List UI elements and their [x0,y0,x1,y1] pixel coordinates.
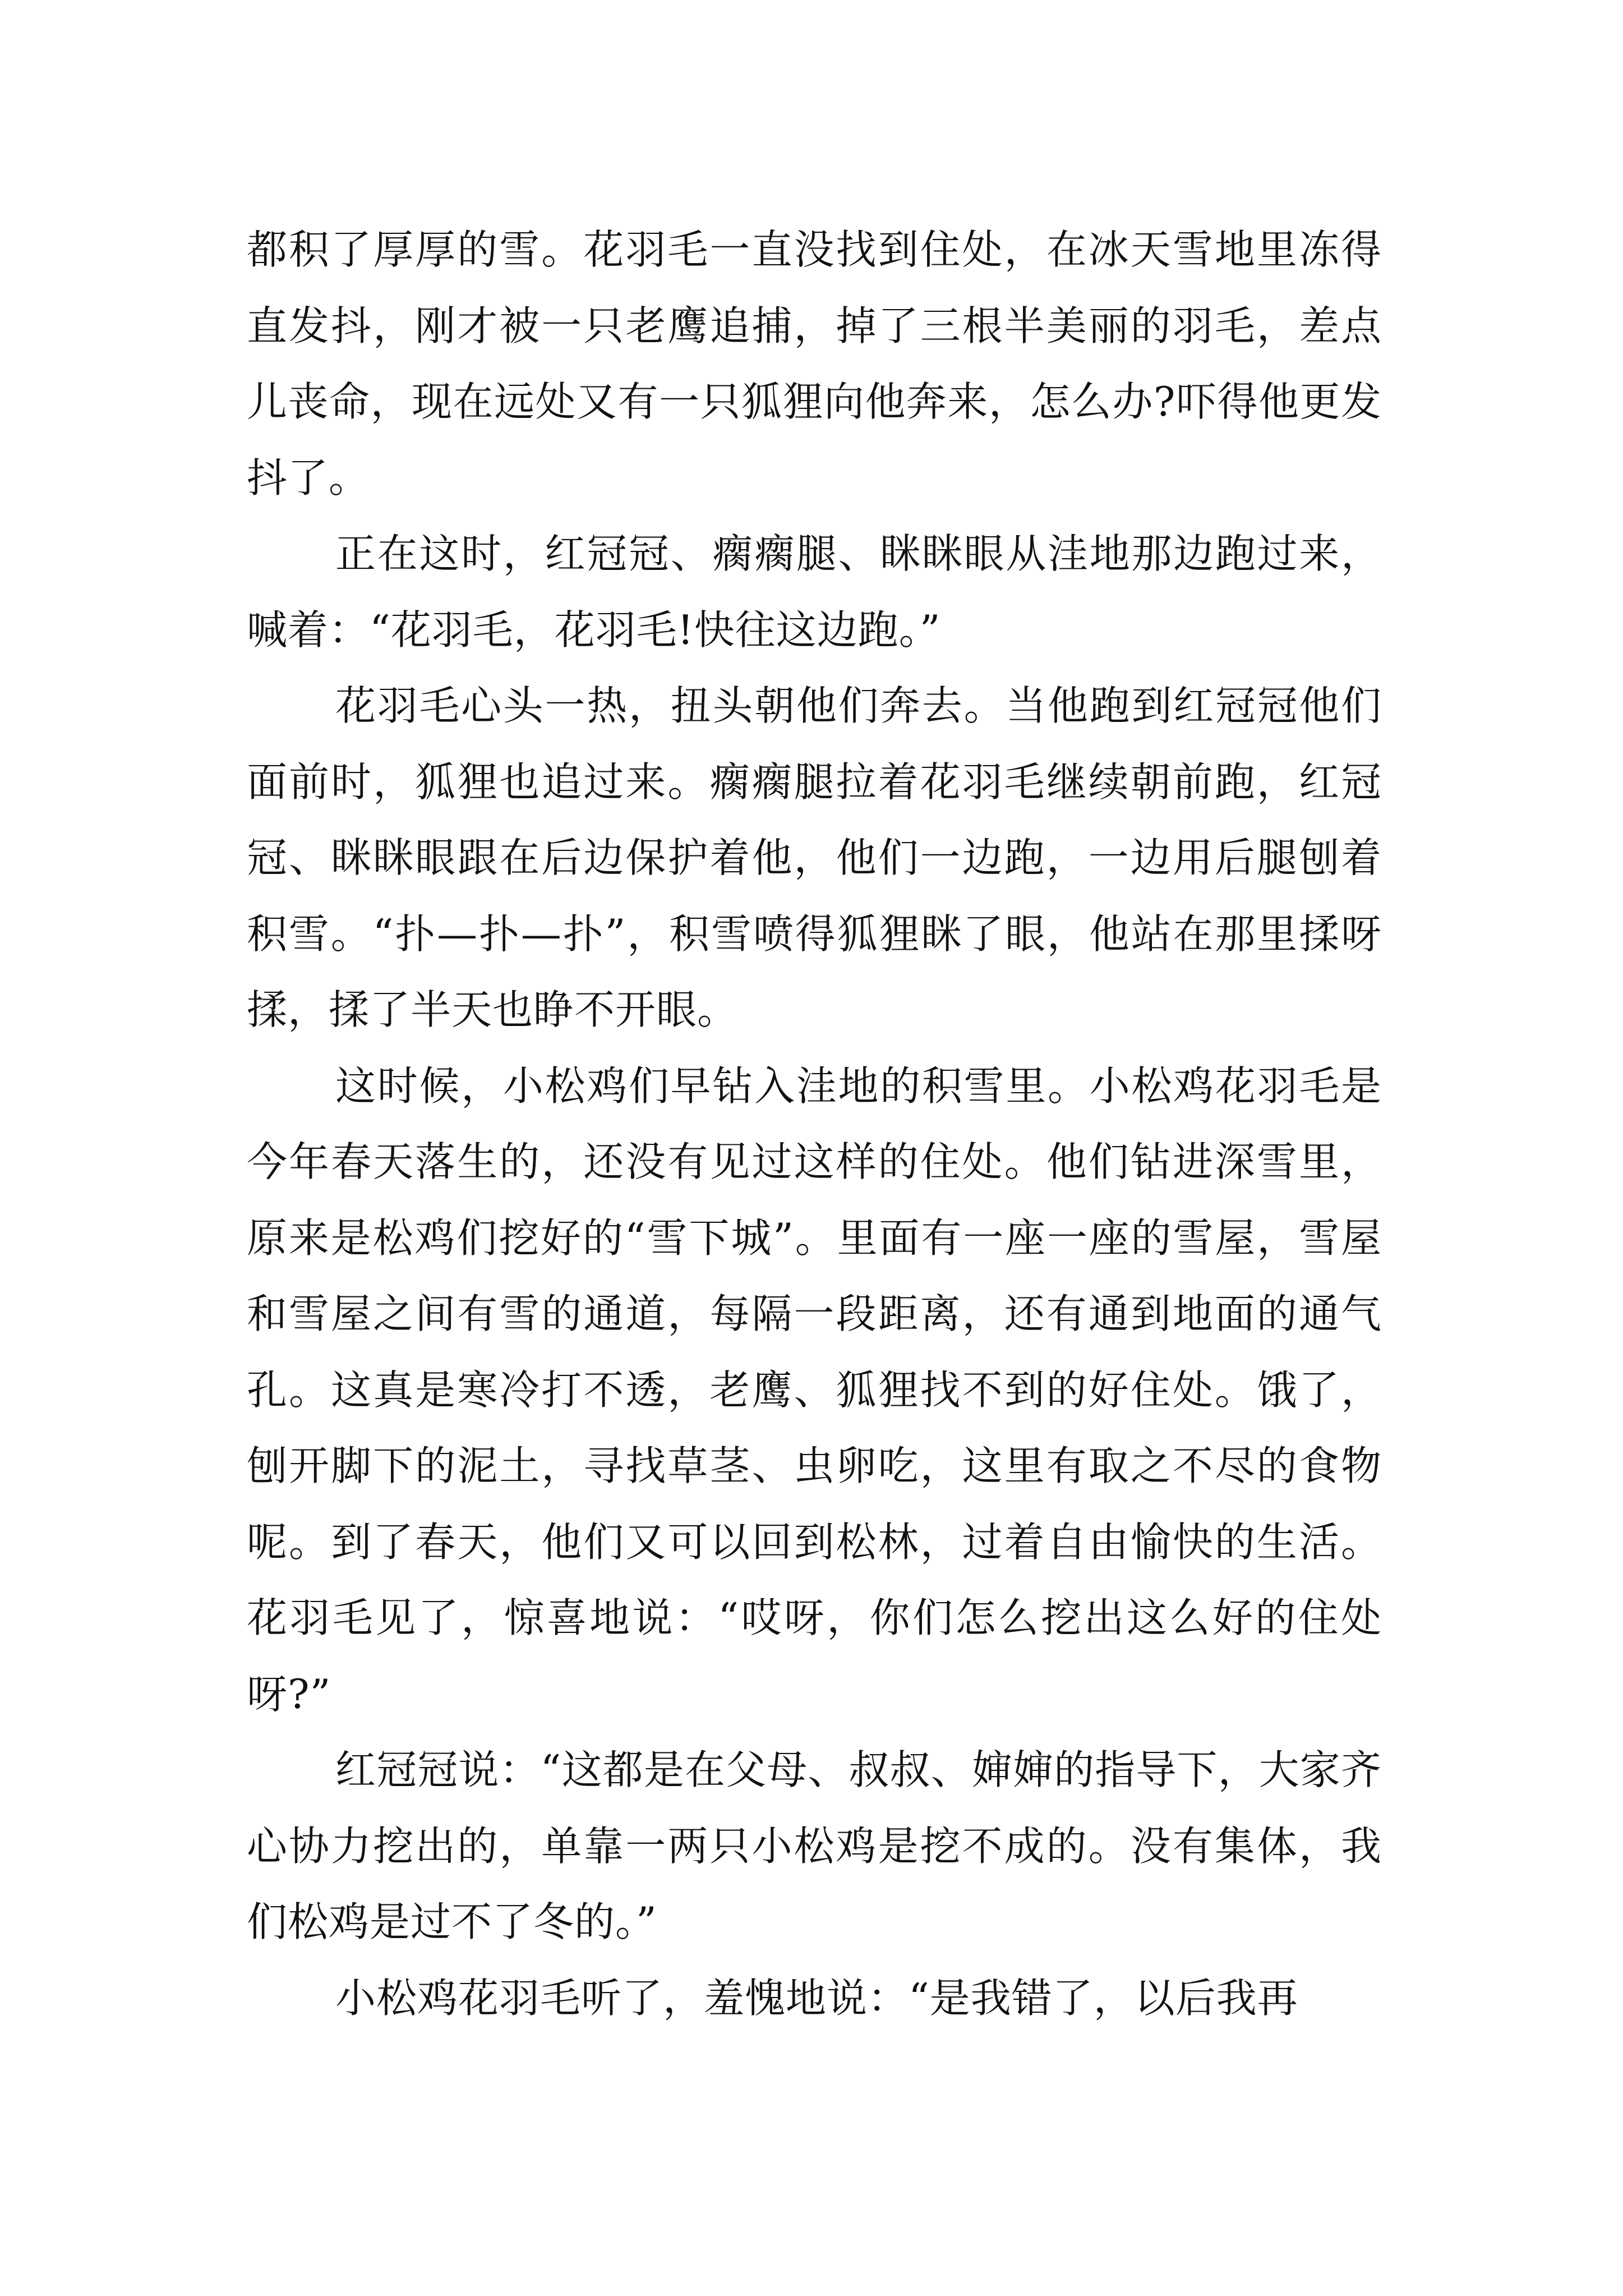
paragraph-escape: 花羽毛心头一热，扭头朝他们奔去。当他跑到红冠冠他们面前时，狐狸也追过来。瘸瘸腿拉着花羽毛继续朝前跑，红冠冠、眯眯眼跟在后边保护着他，他们一边跑，一边用后腿刨着积雪。“扑—扑—扑”，积雪喷得狐狸眯了眼，他站在那里揉呀揉，揉了半天也睁不开眼。 [247,682,1382,1033]
story-text [247,212,1382,2036]
paragraph-apology: 小松鸡花羽毛听了，羞愧地说：“是我错了，以后我再 [335,1974,1298,2022]
paragraph-continuation: 都积了厚厚的雪。花羽毛一直没找到住处，在冰天雪地里冻得直发抖，刚才被一只老鹰追捕，掉了三根半美丽的羽毛，差点儿丧命，现在远处又有一只狐狸向他奔来，怎么办?吓得他更发抖了。 [247,226,1382,501]
paragraph-rescue-call: 正在这时，红冠冠、瘸瘸腿、眯眯眼从洼地那边跑过来，喊着：“花羽毛，花羽毛!快往这边跑。” [247,530,1382,654]
paragraph-snow-city: 这时候，小松鸡们早钻入洼地的积雪里。小松鸡花羽毛是今年春天落生的，还没有见过这样的住处。他们钻进深雪里，原来是松鸡们挖好的“雪下城”。里面有一座一座的雪屋，雪屋和雪屋之间有雪的通道，每隔一段距离，还有通到地面的通气孔。这真是寒冷打不透，老鹰、狐狸找不到的好住处。饿了，刨开脚下的泥土，寻找草茎、虫卵吃，这里有取之不尽的食物呢。到了春天，他们又可以回到松林，过着自由愉快的生活。花羽毛见了，惊喜地说：“哎呀，你们怎么挖出这么好的住处呀?” [247,1062,1382,1718]
paragraph-red-crest-reply: 红冠冠说：“这都是在父母、叔叔、婶婶的指导下，大家齐心协力挖出的，单靠一两只小松鸡是挖不成的。没有集体，我们松鸡是过不了冬的。” [247,1746,1382,1945]
